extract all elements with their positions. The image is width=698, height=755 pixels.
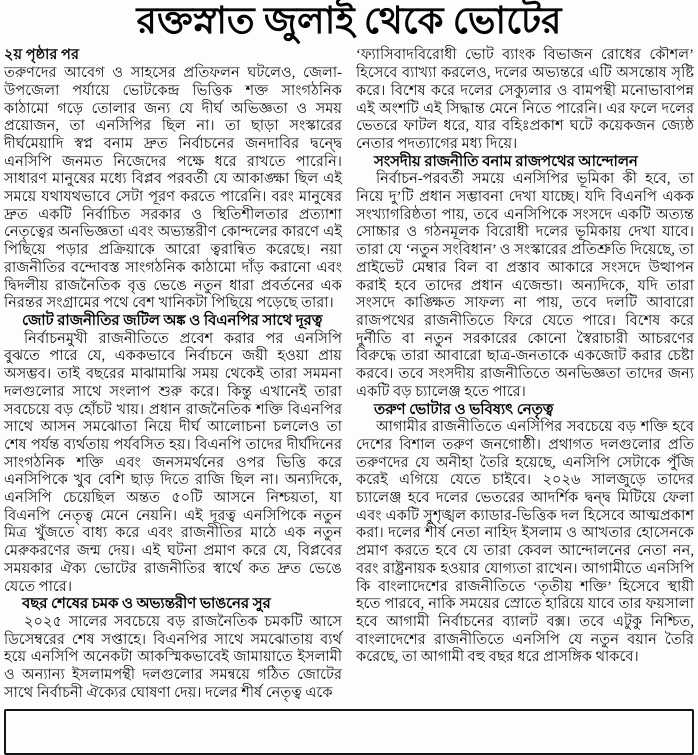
bottom-section-box (4, 709, 694, 755)
paragraph-coalition-politics: নির্বাচনমুখী রাজনীতিতে প্রবেশ করার পর এনসিপি বুঝতে পারে যে, এককভাবে নির্বাচনে জয়ী হওয়া প্রায় অসম্ভব। তাই বছরের মাঝামাঝি সময় থেকেই তারা সমমনা দলগুলোর সাথে সংলাপ শুরু করে। কিন্তু এখানেই তারা সবচেয়ে বড় হোঁচট খায়। প্রধান রাজনৈতিক শক্তি বিএনপির সাথে আসন সমঝোতা নিয়ে দীর্ঘ আলোচনা চললেও তা শেষ পর্যন্ত ব্যর্থতায় পর্যবসিত হয়। বিএনপি তাদের দীর্ঘদিনের সাংগঠনিক শক্তি এবং জনসমর্থনের ওপর ভিত্তি করে এনসিপিকে খুব বেশি ছাড় দিতে রাজি ছিল না। অন্যদিকে, এনসিপি চেয়েছিল অন্তত ৫০টি আসনে নিশ্চয়তা, যা বিএনপি নেতৃত্ব মেনে নেয়নি। এই দূরত্ব এনসিপিকে নতুন মিত্র খুঁজতে বাধ্য করে এবং রাজনীতির মাঠে এক নতুন মেরুকরণের জন্ম দেয়। এই ঘটনা প্রমাণ করে যে, বিপ্লবের সময়কার ঐক্য ভোটের রাজনীতির স্বার্থে কত দ্রুত ভেঙে যেতে পারে। (4, 330, 342, 595)
section-heading-parliament-vs-street: সংসদীয় রাজনীতি বনাম রাজপথের আন্দোলন (374, 153, 638, 170)
section-heading-coalition-politics: জোট রাজনীতির জটিল অঙ্ক ও বিএনপির সাথে দূরত্ব (22, 312, 323, 329)
paragraph-post-election-role: নির্বাচন-পরবর্তী সময়ে এনসিপির ভূমিকা কী হবে, তা নিয়ে দু’টি প্রধান সম্ভাবনা দেখা যাচ্ছে। যদি বিএনপি একক সংখ্যাগরিষ্ঠতা পায়, তবে এনসিপিকে সংসদে একটি অত্যন্ত সোচ্চার ও গঠনমূলক বিরোধী দলের ভূমিকায় দেখা যাবে। তারা যে ‘নতুন সংবিধান’ ও সংস্কারের প্রতিশ্রুতি দিয়েছে, তা প্রাইভেট মেম্বার বিল বা প্রস্তাব আকারে সংসদে উত্থাপন করাই হবে তাদের প্রধান এজেন্ডা। অন্যদিকে, যদি তারা সংসদে কাঙ্ক্ষিত সাফল্য না পায়, তবে দলটি আবারো রাজপথের রাজনীতিতে ফিরে যেতে পারে। বিশেষ করে দুর্নীতি বা নতুন সরকারের কোনো স্বৈরাচারী আচরণের বিরুদ্ধে তারা আবারো ছাত্র-জনতাকে একজোট করার চেষ্টা করবে। তবে সংসদীয় রাজনীতিতে অনভিজ্ঞতা তাদের জন্য একটি বড় চ্যালেঞ্জ হতে পারে। (356, 171, 694, 400)
newspaper-page (0, 1, 698, 755)
article-headline: রক্তস্নাত জুলাই থেকে ভোটের (136, 1, 562, 42)
left-column (4, 47, 342, 702)
section-heading-year-end-surprise: বছর শেষের চমক ও অভ্যন্তরীণ ভাঙনের সুর (22, 596, 271, 613)
paragraph-youth-emotion: তরুণদের আবেগ ও সাহসের প্রতিফলন ঘটলেও, জেলা-উপজেলা পর্যায়ে ভোটকেন্দ্র ভিত্তিক শক্ত সাংগঠনিক কাঠামো গড়ে তোলার জন্য যে দীর্ঘ অভিজ্ঞতা ও সময় প্রয়োজন, তা এনসিপির ছিল না। তা ছাড়া সংস্কারের দীর্ঘমেয়াদি স্বপ্ন বনাম দ্রুত নির্বাচনের জনদাবির দ্বন্দ্বে এনসিপি জনমত নিজেদের পক্ষে ধরে রাখতে পারেনি। সাধারণ মানুষের মধ্যে বিপ্লব পরবর্তী যে আকাঙ্ক্ষা ছিল এই সময়ে যথাযথভাবে সেটা পূরণ করতে পারেনি। বরং মানুষের দ্রুত একটি নির্বাচিত সরকার ও স্থিতিশীলতার প্রত্যাশা নেতৃত্বের অনভিজ্ঞতা এবং অভ্যন্তরীণ কোন্দলের কারণে এই পিছিয়ে পড়ার প্রক্রিয়াকে আরো ত্বরান্বিত করেছে। নয়া রাজনীতির বন্দোবস্ত সাংগঠনিক কাঠামো দাঁড় করানো এবং দ্বিদলীয় রাজনৈতিক বৃত্ত ভেঙে নতুন ধারা প্রবর্তনের এক নিরন্তর সংগ্রামের পথে বেশ খানিকটা পিছিয়ে পড়েছে তারা। (4, 65, 342, 312)
paragraph-young-voters-future: আগামীর রাজনীতিতে এনসিপির সবচেয়ে বড় শক্তি হবে দেশের বিশাল তরুণ জনগোষ্ঠী। প্রথাগত দলগুলোর প্রতি তরুণদের যে অনীহা তৈরি হয়েছে, এনসিপি সেটাকে পুঁজি করেই এগিয়ে যেতে চাইবে। ২০২৬ সালজুড়ে তাদের চ্যালেঞ্জ হবে দলের ভেতরের আদর্শিক দ্বন্দ্ব মিটিয়ে ফেলা এবং একটি সুশৃঙ্খল ক্যাডার-ভিত্তিক দল হিসেবে আত্মপ্রকাশ করা। দলের শীর্ষ নেতা নাহিদ ইসলাম ও আখতার হোসেনকে প্রমাণ করতে হবে যে তারা কেবল আন্দোলনের নেতা নন, বরং রাষ্ট্রনায়ক হওয়ার যোগ্যতা রাখেন। আগামীতে এনসিপি কি বাংলাদেশের রাজনীতিতে ‘তৃতীয় শক্তি’ হিসেবে স্থায়ী হতে পারবে, নাকি সময়ের স্রোতে হারিয়ে যাবে তার ফয়সালা হবে আগামী নির্বাচনের ব্যালট বক্স। তবে এটুকু নিশ্চিত, বাংলাদেশের রাজনীতিতে এনসিপি যে নতুন বয়ান তৈরি করেছে, তা আগামী বহু বছর ধরে প্রাসঙ্গিক থাকবে। (356, 419, 694, 666)
section-heading-young-voters: তরুণ ভোটার ও ভবিষ্যৎ নেতৃত্ব (374, 401, 554, 418)
right-column (356, 47, 694, 667)
article-columns (4, 47, 694, 702)
continuation-note: ২য় পৃষ্ঠার পর (4, 47, 79, 64)
paragraph-vote-bank-strategy: ‘ফ্যাসিবাদবিরোধী ভোট ব্যাংক বিভাজন রোধের কৌশল’ হিসেবে ব্যাখ্যা করলেও, দলের অভ্যন্তরে এটি অসন্তোষ সৃষ্টি করে। বিশেষ করে দলের সেক্যুলার ও বামপন্থী মনোভাবাপন্ন এই অংশটি এই সিদ্ধান্ত মেনে নিতে পারেনি। এর ফলে দলের ভেতরে ফাটল ধরে, যার বহিঃপ্রকাশ ঘটে কয়েকজন জ্যেষ্ঠ নেতার পদত্যাগের মধ্য দিয়ে। (356, 47, 694, 152)
paragraph-year-end-surprise: ২০২৫ সালের সবচেয়ে বড় রাজনৈতিক চমকটি আসে ডিসেম্বরের শেষ সপ্তাহে। বিএনপির সাথে সমঝোতায় ব্যর্থ হয়ে এনসিপি অনেকটা আকস্মিকভাবেই জামায়াতে ইসলামী ও অন্যান্য ইসলামপন্থী দলগুলোর সমন্বয়ে গঠিত জোটের সাথে নির্বাচনী ঐক্যের ঘোষণা দেয়। দলের শীর্ষ নেতৃত্ব একে (4, 613, 342, 701)
